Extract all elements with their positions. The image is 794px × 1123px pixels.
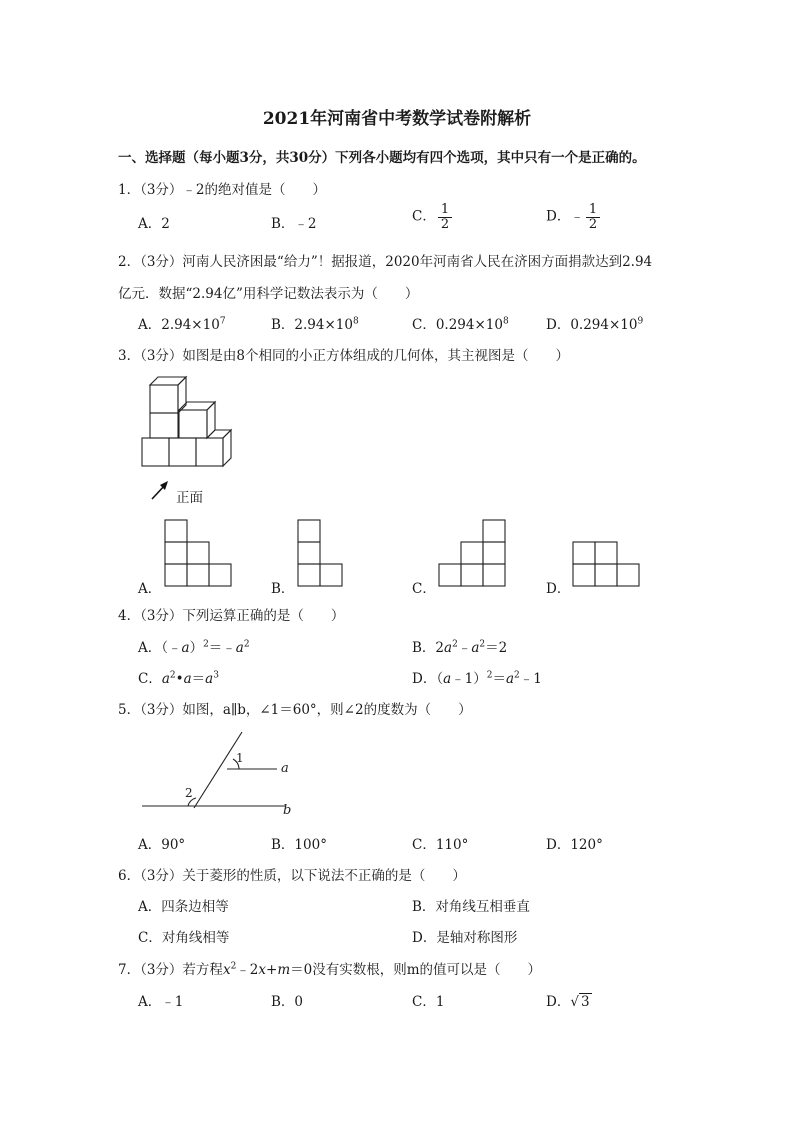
fraction: $\frac{1}{2}$ — [438, 203, 452, 231]
angle-2-label: 2 — [185, 786, 193, 800]
q3-option-a-figure — [164, 519, 234, 587]
q2-option-c[interactable]: C．$0.294\times 10^8$ — [412, 316, 509, 333]
q3-option-c[interactable]: C． — [412, 581, 436, 597]
q3-option-d-figure — [572, 541, 642, 587]
cube-solid-figure — [138, 374, 248, 474]
q3-option-b[interactable]: B． — [271, 581, 295, 597]
question-7: 7．（3分）若方程$x^2﹣2x+m=0$没有实数根，则m的值可以是（ ） — [118, 961, 542, 978]
q3-option-b-figure — [297, 519, 345, 587]
question-1: 1．（3分）﹣2的绝对值是（ ） — [118, 182, 327, 198]
q5-option-b[interactable]: B．100° — [271, 837, 327, 853]
q7-option-c[interactable]: C．1 — [412, 994, 445, 1010]
q1-option-d-label: D．﹣ — [546, 208, 584, 225]
q4-option-a[interactable]: A．$(﹣a)^2=﹣a^2$ — [138, 639, 250, 656]
q6-option-a[interactable]: A．四条边相等 — [138, 899, 229, 915]
q1-option-b[interactable]: B．﹣2 — [271, 216, 317, 232]
front-label: 正面 — [176, 490, 203, 506]
q3-option-c-figure — [438, 519, 508, 587]
q1-option-a[interactable]: A．2 — [138, 216, 170, 232]
question-4: 4．（3分）下列运算正确的是（ ） — [118, 608, 345, 624]
question-2-line-2: 亿元．数据“2.94亿”用科学记数法表示为（ ） — [118, 286, 419, 302]
q1-option-c-label: C． — [412, 208, 436, 225]
question-2-line-1: 2．（3分）河南人民济困最“给力”！据报道，2020年河南省人民在济困方面捐款达到2.94 — [118, 254, 653, 270]
q2-option-d[interactable]: D．$0.294\times 10^9$ — [546, 316, 644, 333]
q5-option-a[interactable]: A．90° — [138, 837, 186, 853]
section-header: 一、选择题（每小题3分，共30分）下列各小题均有四个选项，其中只有一个是正确的。 — [118, 150, 646, 166]
q4-option-c[interactable]: C．$a^2•a=a^3$ — [138, 670, 219, 687]
angle-1-label: 1 — [236, 751, 244, 765]
q7-option-d[interactable]: D．√ 3 — [546, 994, 590, 1010]
q7-option-b[interactable]: B．0 — [271, 994, 304, 1010]
line-a-label: a — [281, 761, 289, 776]
q4-option-b[interactable]: B．$2a^2﹣a^2=2$ — [412, 639, 508, 656]
parallel-lines-figure — [138, 728, 308, 816]
question-3: 3．（3分）如图是由8个相同的小正方体组成的几何体，其主视图是（ ） — [118, 348, 570, 364]
page-title: 2021年河南省中考数学试卷附解析 — [262, 109, 532, 129]
q1-option-c[interactable] — [412, 203, 452, 231]
q4-option-d[interactable]: D．$(a﹣1)^2=a^2﹣1$ — [412, 670, 542, 687]
q6-option-b[interactable]: B．对角线互相垂直 — [412, 899, 530, 915]
question-5: 5．（3分）如图，a∥b，∠1＝60°，则∠2的度数为（ ） — [118, 702, 472, 718]
q6-option-d[interactable]: D．是轴对称图形 — [412, 930, 518, 946]
q2-option-b[interactable]: B．$2.94\times 10^8$ — [271, 316, 359, 333]
question-6: 6．（3分）关于菱形的性质，以下说法不正确的是（ ） — [118, 868, 466, 884]
front-arrow-icon — [148, 478, 172, 502]
q3-option-a[interactable]: A． — [138, 581, 162, 597]
fraction: $\frac{1}{2}$ — [586, 203, 600, 231]
q6-option-c[interactable]: C．对角线相等 — [138, 930, 230, 946]
line-b-label: b — [283, 803, 292, 816]
q3-option-d[interactable]: D． — [546, 581, 571, 597]
q2-option-a[interactable]: A．$2.94\times 10^7$ — [138, 316, 226, 333]
square-root: √ 3 — [570, 994, 590, 1010]
q5-option-d[interactable]: D．120° — [546, 837, 603, 853]
q5-option-c[interactable]: C．110° — [412, 837, 469, 853]
q1-option-d[interactable] — [546, 203, 600, 231]
q7-option-a[interactable]: A．﹣1 — [138, 994, 184, 1010]
